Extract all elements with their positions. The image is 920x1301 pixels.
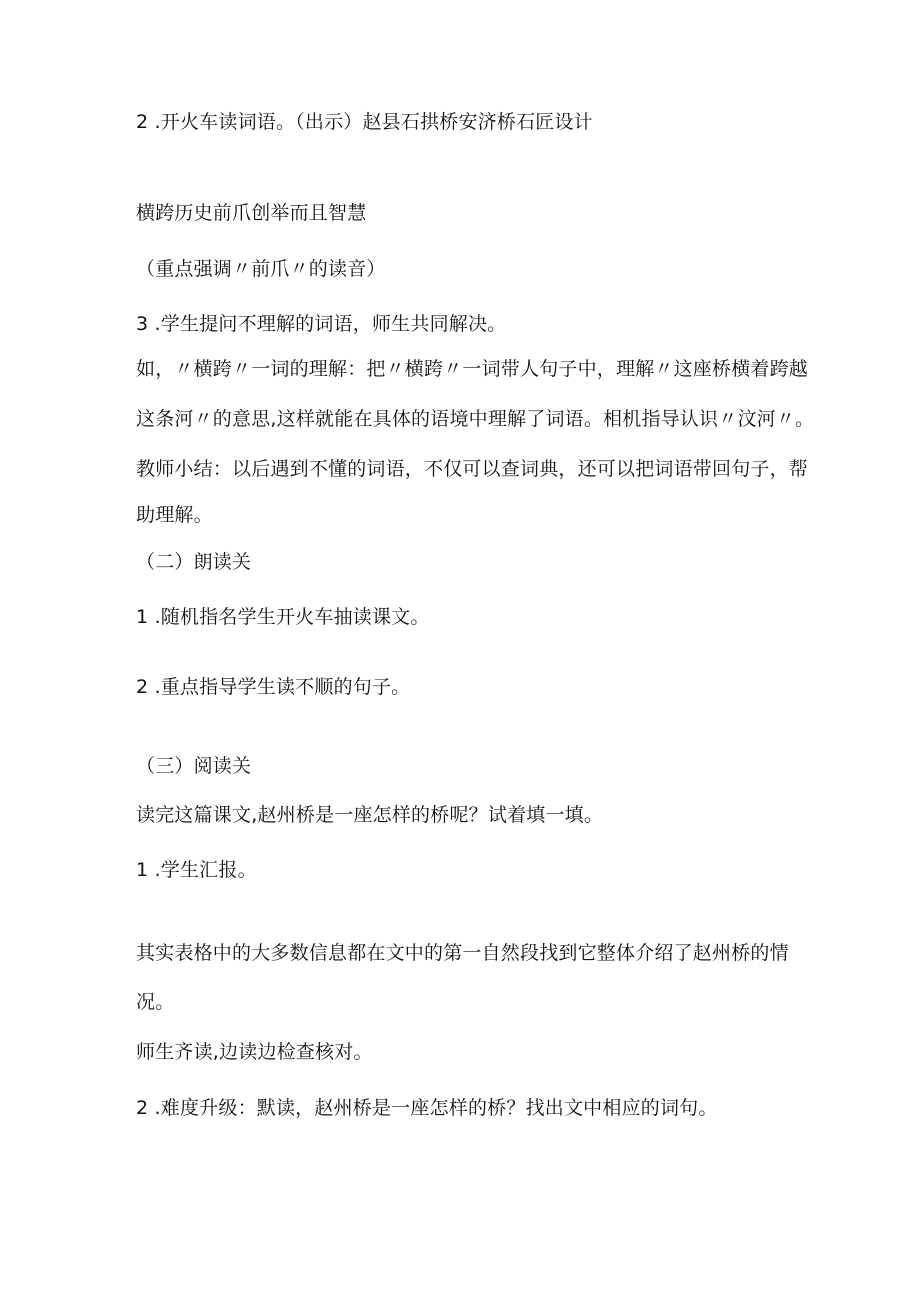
text-line-2: 横跨历史前爪创举而且智慧: [136, 202, 367, 224]
text-line-11: 2 .重点指导学生读不顺的句子。: [136, 676, 411, 698]
text-line-10: 1 .随机指名学生开火车抽读课文。: [136, 606, 430, 628]
section-heading-reading-aloud: （二）朗读关: [136, 551, 252, 573]
text-line-15: 其实表格中的大多数信息都在文中的第一自然段找到它整体介绍了赵州桥的情: [136, 942, 789, 964]
text-line-5: 如，〃横跨〃一词的理解：把〃横跨〃一词带人句子中，理解〃这座桥横着跨越: [136, 358, 809, 380]
text-line-7: 教师小结：以后遇到不懂的词语，不仅可以查词典，还可以把词语带回句子，帮: [136, 458, 809, 480]
text-line-1: 2 .开火车读词语。（出示）赵县石拱桥安济桥石匠设计: [136, 111, 593, 133]
text-line-18: 2 .难度升级：默读，赵州桥是一座怎样的桥？找出文中相应的词句。: [136, 1097, 718, 1119]
text-line-17: 师生齐读,边读边检查核对。: [136, 1041, 373, 1063]
text-line-6: 这条河〃的意思,这样就能在具体的语境中理解了词语。相机指导认识〃汶河〃。: [136, 408, 815, 430]
text-line-4: 3 .学生提问不理解的词语，师生共同解决。: [136, 313, 507, 335]
text-line-13: 读完这篇课文,赵州桥是一座怎样的桥呢？试着填一填。: [136, 804, 604, 826]
text-line-3: （重点强调〃前爪〃的读音）: [136, 258, 386, 280]
text-line-8: 助理解。: [136, 504, 213, 526]
section-heading-reading: （三）阅读关: [136, 755, 252, 777]
text-line-14: 1 .学生汇报。: [136, 859, 257, 881]
text-line-16: 况。: [136, 991, 175, 1013]
